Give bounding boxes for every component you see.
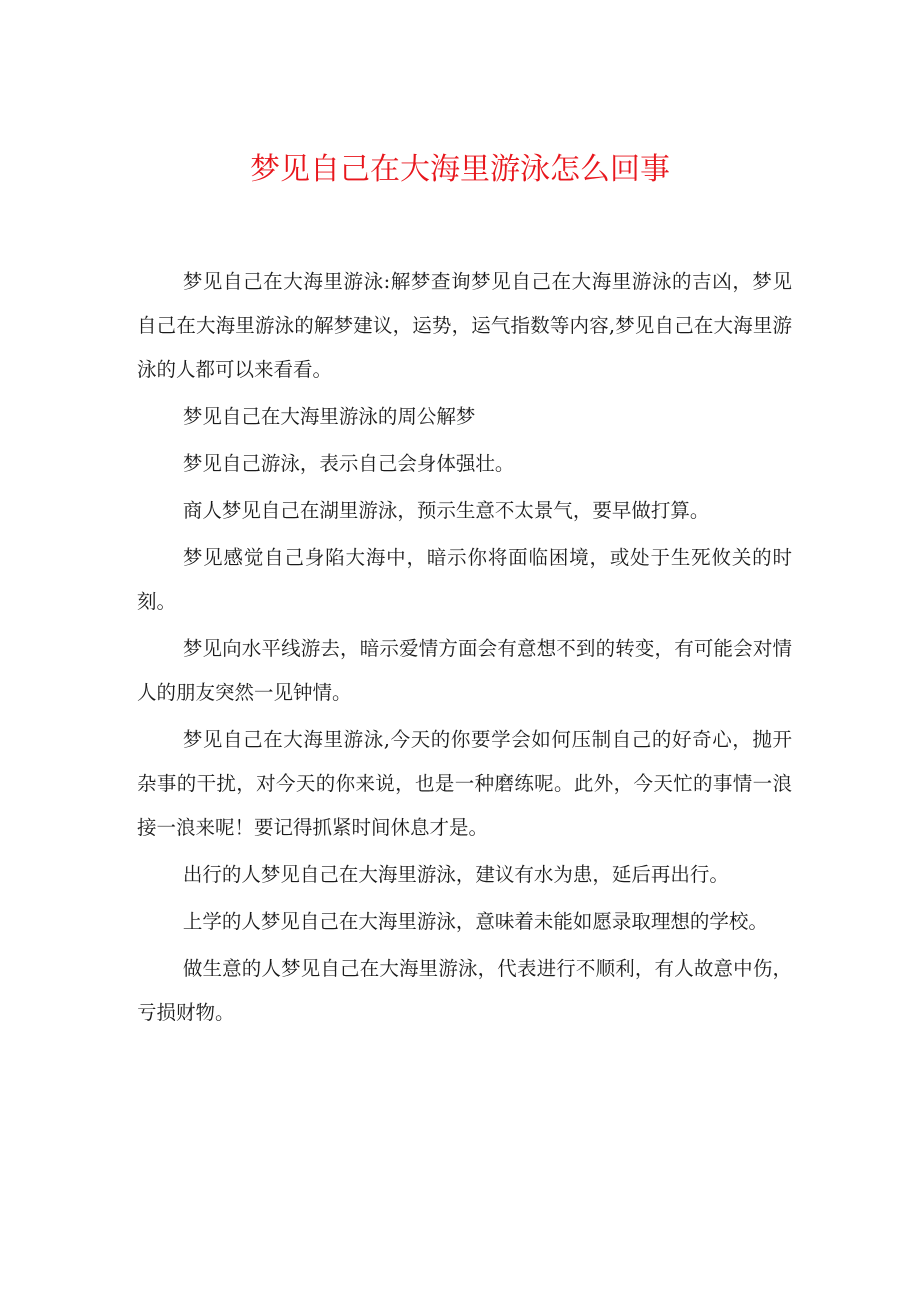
paragraph-traveler: 出行的人梦见自己在大海里游泳，建议有水为患，延后再出行。: [182, 863, 729, 886]
paragraph-today-fortune: 梦见自己在大海里游泳,今天的你要学会如何压制自己的好奇心，抛开杂事的干扰，对今天的你来说，也是一种磨练呢。此外，今天忙的事情一浪接一浪来呢！要记得抓紧时间休息才是。: [137, 728, 792, 839]
paragraph-trapped-sea: 梦见感觉自己身陷大海中，暗示你将面临困境，或处于生死攸关的时刻。: [137, 546, 792, 613]
paragraph-swimming: 梦见自己游泳，表示自己会身体强壮。: [182, 452, 515, 475]
paragraph-intro: 梦见自己在大海里游泳:解梦查询梦见自己在大海里游泳的吉凶，梦见自己在大海里游泳的解梦建议，运势，运气指数等内容,梦见自己在大海里游泳的人都可以来看看。: [137, 270, 792, 381]
paragraph-student: 上学的人梦见自己在大海里游泳，意味着未能如愿录取理想的学校。: [182, 910, 768, 933]
paragraph-merchant-lake: 商人梦见自己在湖里游泳，预示生意不太景气，要早做打算。: [182, 499, 710, 522]
paragraph-horizon: 梦见向水平线游去，暗示爱情方面会有意想不到的转变，有可能会对情人的朋友突然一见钟情。: [137, 637, 792, 704]
paragraph-business: 做生意的人梦见自己在大海里游泳，代表进行不顺利，有人故意中伤，亏损财物。: [137, 957, 792, 1024]
paragraph-heading-zhougong: 梦见自己在大海里游泳的周公解梦: [182, 405, 476, 428]
document-title: 梦见自己在大海里游泳怎么回事: [250, 152, 670, 187]
document-body: [137, 260, 792, 1038]
